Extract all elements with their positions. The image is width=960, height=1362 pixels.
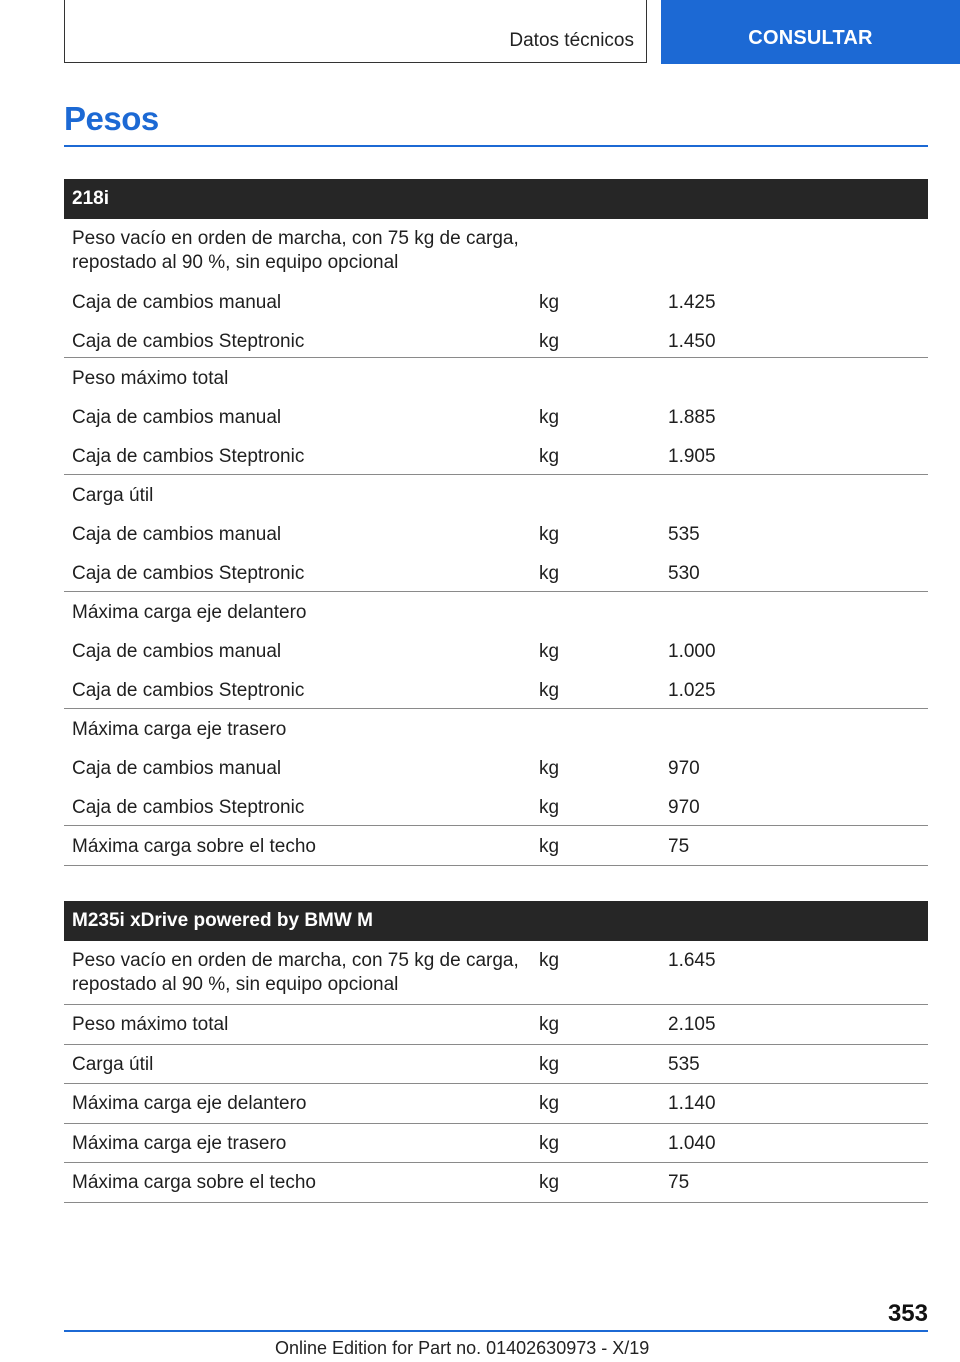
row-label: Caja de cambios manual	[72, 407, 282, 428]
row-value: 535	[668, 1053, 700, 1075]
table-heading: 218i	[64, 179, 928, 219]
table-row	[64, 709, 928, 748]
table-heading: M235i xDrive powered by BMW M	[64, 901, 928, 941]
row-value	[668, 601, 928, 631]
row-unit: kg	[539, 797, 560, 818]
row-unit	[539, 601, 668, 631]
row-unit: kg	[539, 950, 560, 971]
row-label: Caja de cambios Steptronic	[72, 446, 305, 467]
row-value: 1.425	[668, 292, 716, 313]
row-unit: kg	[539, 524, 560, 545]
row-label: Caja de cambios Steptronic	[72, 331, 305, 352]
row-label: Máxima carga eje trasero	[72, 1132, 287, 1154]
row-value: 2.105	[668, 1014, 716, 1035]
row-value	[668, 484, 928, 514]
table-row	[64, 592, 928, 631]
table-row	[64, 787, 928, 826]
row-label: Caja de cambios manual	[72, 758, 282, 779]
row-unit: kg	[539, 1053, 560, 1075]
row-unit: kg	[539, 563, 560, 584]
row-unit: kg	[539, 1014, 560, 1035]
row-label: Caja de cambios Steptronic	[72, 563, 305, 584]
page-title: Pesos	[64, 100, 159, 137]
row-label: Caja de cambios manual	[72, 292, 282, 313]
row-label: Caja de cambios Steptronic	[72, 797, 305, 818]
table-row	[64, 1163, 928, 1203]
row-value: 535	[668, 524, 700, 545]
table-row	[64, 436, 928, 475]
row-value: 1.885	[668, 407, 716, 428]
row-label: Carga útil	[72, 1053, 154, 1075]
table-row	[64, 397, 928, 436]
row-unit	[539, 718, 668, 748]
row-unit: kg	[539, 641, 560, 662]
row-value	[668, 367, 928, 397]
table-row	[64, 280, 928, 319]
table-row	[64, 358, 928, 397]
row-label: Caja de cambios manual	[72, 641, 282, 662]
page-number: 353	[887, 1300, 928, 1327]
table-row	[64, 319, 928, 358]
row-label: Máxima carga sobre el techo	[72, 1172, 316, 1193]
row-label: Máxima carga sobre el techo	[72, 836, 316, 857]
row-unit: kg	[539, 1172, 560, 1193]
row-value: 530	[668, 563, 700, 584]
row-unit: kg	[539, 680, 560, 701]
header-section-title: Datos técnicos	[509, 30, 634, 51]
row-value: 970	[668, 797, 700, 818]
table-row	[64, 1045, 928, 1085]
consultar-tab[interactable]: CONSULTAR	[661, 0, 960, 64]
weights-table-m235i	[64, 901, 928, 1203]
weights-table-218i	[64, 179, 928, 866]
row-unit: kg	[539, 331, 560, 352]
row-label: Máxima carga eje delantero	[72, 1093, 307, 1114]
table-row	[64, 1005, 928, 1045]
row-unit: kg	[539, 1093, 560, 1114]
row-value	[668, 718, 928, 748]
row-label: Máxima carga eje trasero	[72, 719, 287, 740]
row-value: 1.645	[668, 950, 716, 971]
row-value: 970	[668, 758, 700, 779]
table-row	[64, 553, 928, 592]
table-row	[64, 1124, 928, 1164]
row-label: Máxima carga eje delantero	[72, 602, 307, 623]
edition-note: Online Edition for Part no. 01402630973 - X/19	[275, 1338, 650, 1358]
footer-divider	[64, 1330, 928, 1332]
row-value: 1.450	[668, 331, 716, 352]
table-row	[64, 219, 928, 280]
row-label: Peso vacío en orden de marcha, con 75 kg de carga, repostado al 90 %, sin equipo opcional	[72, 228, 519, 273]
row-label: Peso máximo total	[72, 368, 229, 389]
row-value	[668, 227, 928, 280]
row-value: 75	[668, 1172, 690, 1193]
table-row	[64, 670, 928, 709]
row-unit	[539, 484, 668, 514]
row-label: Peso vacío en orden de marcha, con 75 kg de carga, repostado al 90 %, sin equipo opcional	[72, 950, 519, 995]
row-label: Carga útil	[72, 485, 154, 506]
row-value: 1.025	[668, 680, 716, 701]
row-unit: kg	[539, 1132, 560, 1154]
table-row	[64, 631, 928, 670]
row-unit: kg	[539, 407, 560, 428]
row-unit: kg	[539, 446, 560, 467]
table-row	[64, 1084, 928, 1124]
row-unit: kg	[539, 758, 560, 779]
row-value: 75	[668, 836, 690, 857]
table-row	[64, 514, 928, 553]
table-row	[64, 748, 928, 787]
row-value: 1.905	[668, 446, 716, 467]
table-row	[64, 475, 928, 514]
row-label: Peso máximo total	[72, 1014, 229, 1035]
row-unit: kg	[539, 836, 560, 857]
row-value: 1.140	[668, 1093, 716, 1114]
table-row	[64, 826, 928, 866]
title-divider	[64, 145, 928, 147]
row-unit: kg	[539, 292, 560, 313]
table-row	[64, 941, 928, 1005]
row-value: 1.040	[668, 1132, 716, 1154]
row-label: Caja de cambios Steptronic	[72, 680, 305, 701]
row-value: 1.000	[668, 641, 716, 662]
row-unit	[539, 367, 668, 397]
row-label: Caja de cambios manual	[72, 524, 282, 545]
row-unit	[539, 227, 668, 280]
